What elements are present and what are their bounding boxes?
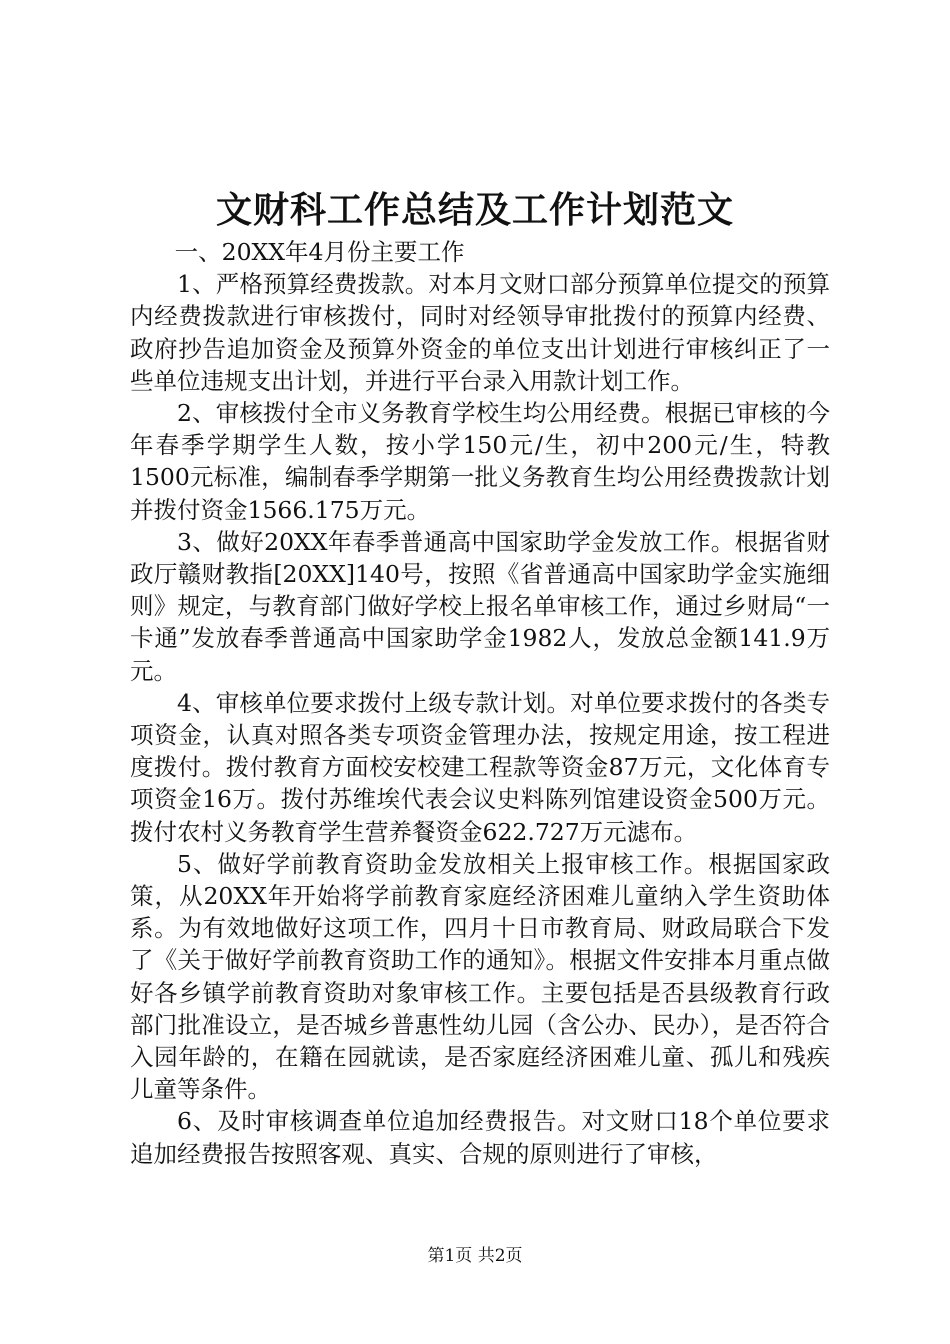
document-title: 文财科工作总结及工作计划范文 xyxy=(215,189,734,231)
paragraph-4: 4、审核单位要求拨付上级专款计划。对单位要求拨付的各类专项资金，认真对照各类专项资金管理办法，按规定用途，按工程进度拨付。拨付教育方面校安校建工程款等资金87万元，文化体育专项资金16万。拨付苏维埃代表会议史料陈列馆建设资金500万元。拨付农村义务教育学生营养餐资金622.727万元滤布。 xyxy=(130,688,830,846)
paragraph-2: 2、审核拨付全市义务教育学校生均公用经费。根据已审核的今年春季学期学生人数，按小学150元/生，初中200元/生，特教1500元标准，编制春季学期第一批义务教育生均公用经费拨款计划并拨付资金1566.175万元。 xyxy=(130,399,830,524)
paragraph-6: 6、及时审核调查单位追加经费报告。对文财口18个单位要求追加经费报告按照客观、真实、合规的原则进行了审核， xyxy=(130,1107,830,1168)
document-body xyxy=(130,236,830,1170)
section-heading: 一、20XX年4月份主要工作 xyxy=(174,238,465,266)
paragraph-5: 5、做好学前教育资助金发放相关上报审核工作。根据国家政策，从20XX年开始将学前教育家庭经济困难儿童纳入学生资助体系。为有效地做好这项工作，四月十日市教育局、财政局联合下发了《关于做好学前教育资助工作的通知》。根据文件安排本月重点做好各乡镇学前教育资助对象审核工作。主要包括是否县级教育行政部门批准设立，是否城乡普惠性幼儿园（含公办、民办），是否符合入园年龄的，在籍在园就读，是否家庭经济困难儿童、孤儿和残疾儿童等条件。 xyxy=(130,849,830,1104)
paragraph-1: 1、严格预算经费拨款。对本月文财口部分预算单位提交的预算内经费拨款进行审核拨付，同时对经领导审批拨付的预算内经费、政府抄告追加资金及预算外资金的单位支出计划进行审核纠正了一些单位违规支出计划，并进行平台录入用款计划工作。 xyxy=(130,270,830,395)
paragraph-3: 3、做好20XX年春季普通高中国家助学金发放工作。根据省财政厅赣财教指[20XX]140号，按照《省普通高中国家助学金实施细则》规定，与教育部门做好学校上报名单审核工作，通过乡财局“一卡通”发放春季普通高中国家助学金1982人，发放总金额141.9万元。 xyxy=(130,527,830,685)
page-footer: 第1页 共2页 xyxy=(427,1246,523,1266)
